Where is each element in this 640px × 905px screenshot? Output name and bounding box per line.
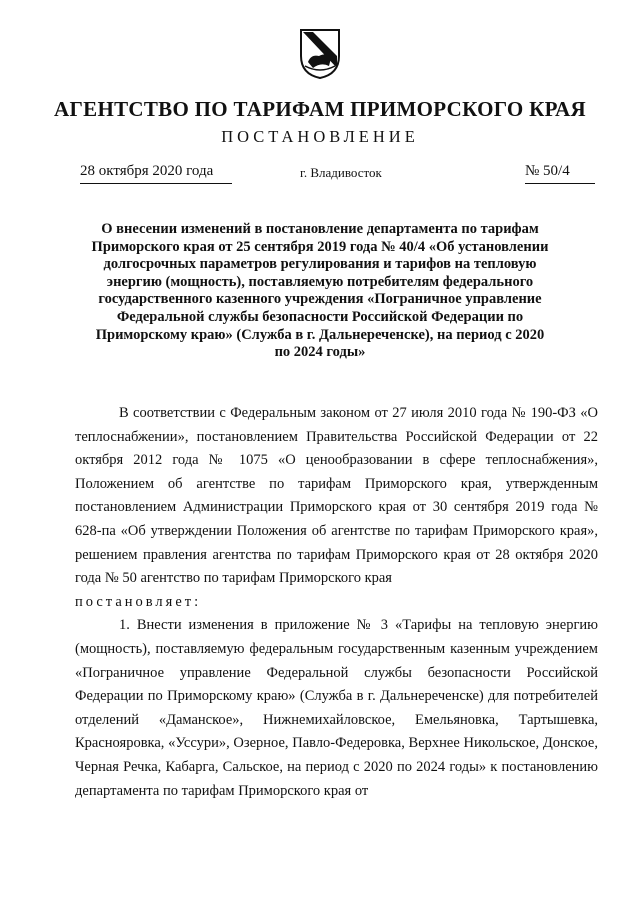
preamble-paragraph: В соответствии с Федеральным законом от 27 июля 2010 года № 190-ФЗ «О теплоснабжении», постановлением Правительства Российской Федерации от 22 октября 2012 года № 1075 «О ценообразовании в сфере теплоснабжения», Положением об агентстве по тарифам Приморского края, утвержденным постановлением Администрации Приморского края от 30 сентября 2019 года № 628-па «Об утверждении Положения об агентстве по тарифам Приморского края», решением правления агентства по тарифам Приморского края от 28 октября 2020 года № 50 агентство по тарифам Приморского края bbox=[75, 405, 598, 587]
document-date: 28 октября 2020 года bbox=[80, 163, 232, 184]
document-type: ПОСТАНОВЛЕНИЕ bbox=[221, 127, 419, 146]
resolves-line: постановляет: bbox=[75, 593, 202, 610]
document-body bbox=[75, 402, 598, 803]
agency-title: АГЕНТСТВО ПО ТАРИФАМ ПРИМОРСКОГО КРАЯ bbox=[54, 97, 586, 121]
document-number: № 50/4 bbox=[525, 163, 595, 184]
document-city: г. Владивосток bbox=[300, 165, 382, 180]
coat-of-arms-icon bbox=[299, 28, 341, 80]
document-subject: О внесении изменений в постановление департамента по тарифам Приморского края от 25 сентября 2019 года № 40/4 «Об установлении долгосрочных параметров регулирования и тарифов на тепловую энергию (мощность), поставляемую потребителям федерального государственного казенного учреждения «Пограничное управление Федеральной службы безопасности Российской Федерации по Приморскому краю» (Служба в г. Дальнереченске), на период с 2020 по 2024 годы» bbox=[91, 221, 549, 361]
item-1-paragraph: 1. Внести изменения в приложение № 3 «Тарифы на тепловую энергию (мощность), поставляемую федеральным государственным казенным учреждением «Пограничное управление Федеральной службы безопасности Российской Федерации по Приморскому краю» (Служба в г. Дальнереченске) для потребителей отделений «Даманское», Нижнемихайловское, Емельяновка, Тартышевка, Краснояровка, «Уссури», Озерное, Павло-Федеровка, Верхнее Никольское, Донское, Черная Речка, Кабарга, Сальское, на период с 2020 по 2024 годы» к постановлению департамента по тарифам Приморского края от bbox=[75, 617, 598, 799]
